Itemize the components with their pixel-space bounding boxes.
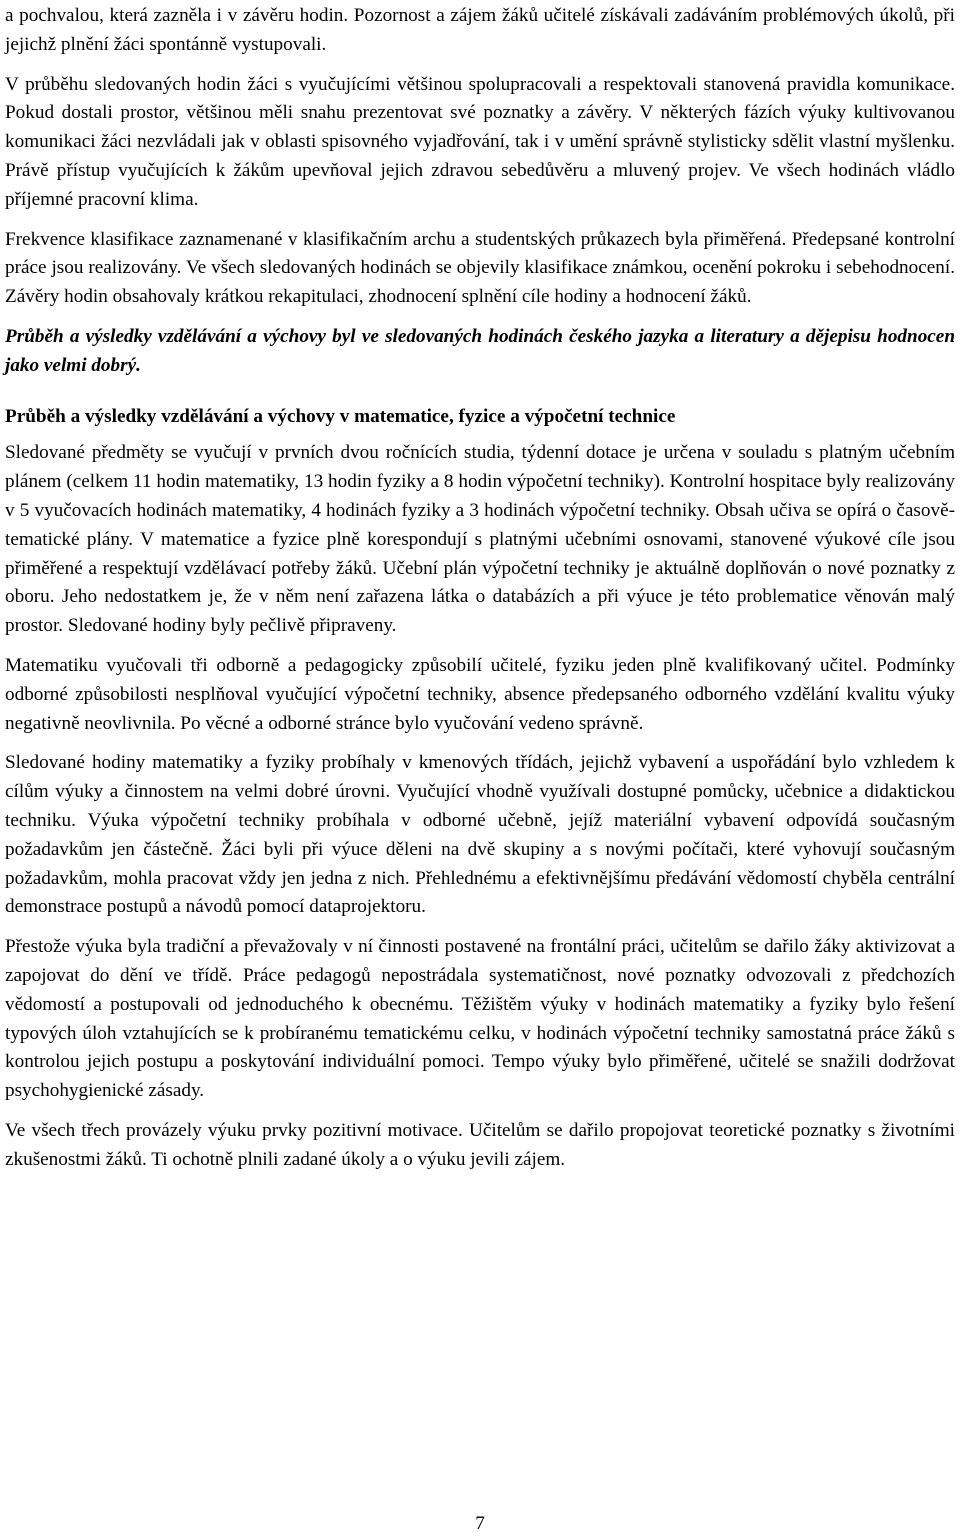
section-verdict: Průběh a výsledky vzdělávání a výchovy byl ve sledovaných hodinách českého jazyka a literatury a dějepisu hodnocen jako velmi dobrý. <box>5 325 955 376</box>
paragraph: Frekvence klasifikace zaznamenané v klasifikačním archu a studentských průkazech byla přiměřená. Předepsané kontrolní práce jsou realizovány. Ve všech sledovaných hodinách se objevily klasifikace známkou, ocenění pokroku i sebehodnocení. Závěry hodin obsahovaly krátkou rekapitulaci, zhodnocení splnění cíle hodiny a hodnocení žáků. <box>5 228 955 308</box>
paragraph: Sledované hodiny matematiky a fyziky probíhaly v kmenových třídách, jejichž vybavení a uspořádání bylo vzhledem k cílům výuky a činnostem na velmi dobré úrovni. Vyučující vhodně využívali dostupné pomůcky, učebnice a didaktickou techniku. Výuka výpočetní techniky probíhala v odborné učebně, jejíž materiální vybavení odpovídá současným požadavkům jen částečně. Žáci byli při výuce děleni na dvě skupiny a s novými počítači, které vyhovují současným požadavkům, mohla pracovat vždy jen jedna z nich. Přehlednému a efektivnějšímu předávání vědomostí chyběla centrální demonstrace postupů a návodů pomocí dataprojektoru. <box>5 752 955 918</box>
paragraph: Sledované předměty se vyučují v prvních dvou ročnících studia, týdenní dotace je určena v souladu s platným učebním plánem (celkem 11 hodin matematiky, 13 hodin fyziky a 8 hodin výpočetní techniky). Kontrolní hospitace byly realizovány v 5 vyučovacích hodinách matematiky, 4 hodinách fyziky a 3 hodinách výpočetní techniky. Obsah učiva se opírá o časově-tematické plány. V matematice a fyzice plně korespondují s platnými učebními osnovami, stanovené výukové cíle jsou přiměřené a respektují vzdělávací potřeby žáků. Učební plán výpočetní techniky je aktuálně doplňován o nové poznatky z oboru. Jeho nedostatkem je, že v něm není zařazena látka o databázích a při výuce je této problematice věnován malý prostor. Sledované hodiny byly pečlivě připraveny. <box>5 442 955 637</box>
paragraph: Přestože výuka byla tradiční a převažovaly v ní činnosti postavené na frontální práci, učitelům se dařilo žáky aktivizovat a zapojovat do dění ve třídě. Práce pedagogů nepostrádala systematičnost, nové poznatky odvozovali z předchozích vědomostí a postupovali od jednoduchého k obecnému. Těžištěm výuky v hodinách matematiky a fyziky bylo řešení typových úloh vztahujících se k probíranému tematickému celku, v hodinách výpočetní techniky samostatná práce žáků s kontrolou jejich postupu a poskytování individuální pomoci. Tempo výuky bylo přiměřené, učitelé se snažili dodržovat psychohygienické zásady. <box>5 936 955 1102</box>
section-heading: Průběh a výsledky vzdělávání a výchovy v matematice, fyzice a výpočetní technice <box>5 405 676 427</box>
paragraph: Ve všech třech provázely výuku prvky pozitivní motivace. Učitelům se dařilo propojovat teoretické poznatky s životními zkušenostmi žáků. Ti ochotně plnili zadané úkoly a o výuku jevili zájem. <box>5 1119 955 1170</box>
page-number: 7 <box>475 1513 485 1534</box>
paragraph: Matematiku vyučovali tři odborně a pedagogicky způsobilí učitelé, fyziku jeden plně kvalifikovaný učitel. Podmínky odborné způsobilosti nesplňoval vyučující výpočetní techniky, absence předepsaného odborného vzdělání kvalitu výuky negativně neovlivnila. Po věcné a odborné stránce bylo vyučování vedeno správně. <box>5 654 955 734</box>
paragraph: a pochvalou, která zazněla i v závěru hodin. Pozornost a zájem žáků učitelé získávali zadáváním problémových úkolů, při jejichž plnění žáci spontánně vystupovali. <box>5 5 955 55</box>
document-body <box>5 2 955 1185</box>
paragraph: V průběhu sledovaných hodin žáci s vyučujícími většinou spolupracovali a respektovali stanovená pravidla komunikace. Pokud dostali prostor, většinou měli snahu prezentovat své poznatky a závěry. V některých fázích výuky kultivovanou komunikaci žáci nezvládali jak v oblasti spisovného vyjadřování, tak i v umění správně stylisticky sdělit vlastní myšlenku. Právě přístup vyučujících k žákům upevňoval jejich zdravou sebedůvěru a mluvený projev. Ve všech hodinách vládlo příjemné pracovní klima. <box>5 73 955 210</box>
